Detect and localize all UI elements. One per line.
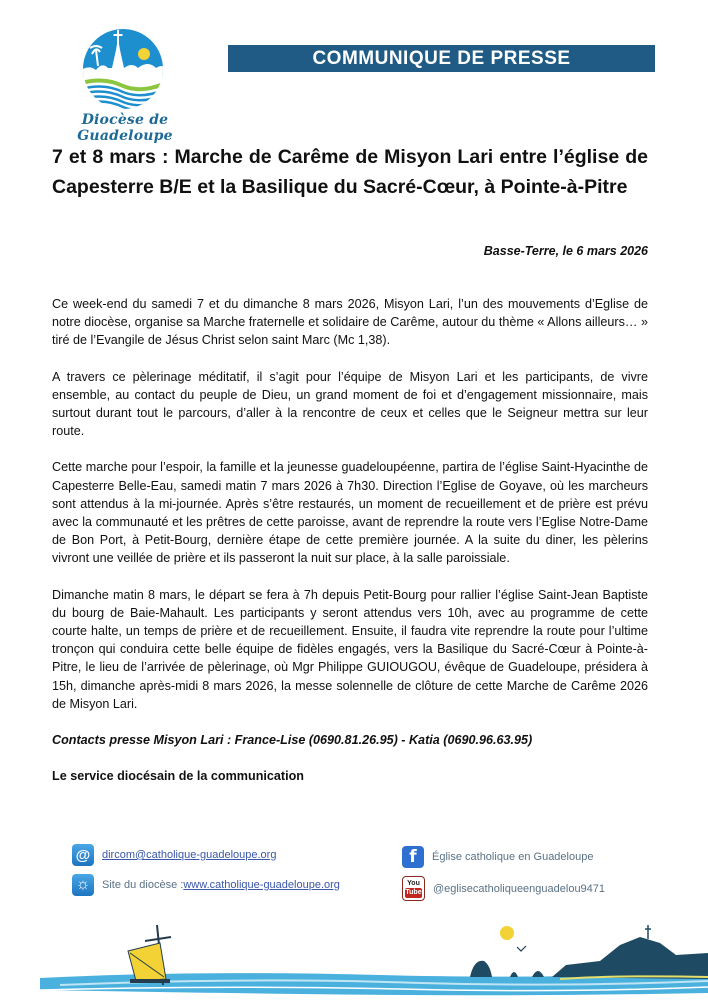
press-contacts: Contacts presse Misyon Lari : France-Lise (0690.81.26.95) - Katia (0690.96.63.95) [52,733,533,748]
site-label: Site du diocèse : [102,879,184,891]
footer-facebook[interactable] [402,846,593,868]
facebook-icon: f [402,846,424,868]
paragraph: Ce week-end du samedi 7 et du dimanche 8 mars 2026, Misyon Lari, l’un des mouvements d’Eglise de notre diocèse, organise sa Marche fraternelle et solidaire de Carême, autour du thème « Allons ailleurs… » tiré de l’Evangile de Jésus Christ selon saint Marc (Mc 1,38). [52,297,648,348]
facebook-text[interactable]: Église catholique en Guadeloupe [432,851,594,863]
sun-icon [500,926,514,940]
footer-youtube[interactable] [402,876,605,901]
paragraph: A travers ce pèlerinage méditatif, il s’agit pour l’équipe de Misyon Lari et les participants, de vivre ensemble, au contact du peuple de Dieu, un grand moment de foi et d’engagement missionnaire, mais surtout durant tout le parcours, d’aller à la rencontre de ceux et celles que le Seigneur mettra sur leur route. [52,369,648,439]
diocese-emblem-icon [78,28,168,110]
email-link[interactable]: dircom@catholique-guadeloupe.org [102,849,277,861]
site-link[interactable]: www.catholique-guadeloupe.org [183,879,340,891]
bird-icon [517,946,526,951]
youtube-icon: You Tube [402,876,425,901]
diocese-logo [40,28,210,144]
at-icon: @ [72,844,94,866]
footer-contacts [0,838,708,908]
globe-icon: ☼ [72,874,94,896]
dateline: Basse-Terre, le 6 mars 2026 [483,244,648,258]
sailboat-icon [128,925,171,985]
logo-text: Diocèse de Guadeloupe [77,112,173,144]
article-title: 7 et 8 mars : Marche de Carême de Misyon Lari entre l’église de Capesterre B/E et la Basilique du Sacré-Cœur, à Pointe-à-Pitre [52,146,648,198]
paragraph: Dimanche matin 8 mars, le départ se fera à 7h depuis Petit-Bourg pour rallier l’église Saint-Jean Baptiste du bourg de Baie-Mahault. Les participants y seront attendus vers 10h, avec au programme de cette courte halte, un temps de prière et de recueillement. Ensuite, il faudra vite reprendre la route pour l’ultime tronçon qui conduira cette belle équipe de fidèles engagés, vers la Basilique du Sacré-Cœur à Pointe-à-Pitre, le lieu de l’arrivée de pèlerinage, où Mgr Philippe GUIOUGOU, évêque de Guadeloupe, présidera à 15h, dimanche après-midi 8 mars 2026, la messe solennelle de clôture de cette Marche de Carême 2026 de Misyon Lari. [52,587,648,711]
footer-email [72,844,276,866]
article-body [52,295,648,803]
youtube-text[interactable]: @eglisecatholiqueenguadelou9471 [433,882,606,895]
press-release-banner: COMMUNIQUE DE PRESSE [228,45,655,72]
seascape-illustration [0,915,708,1000]
signature: Le service diocésain de la communication [52,769,304,784]
footer-site [72,874,340,896]
paragraph: Cette marche pour l’espoir, la famille et la jeunesse guadeloupéenne, partira de l’église Saint-Hyacinthe de Capesterre Belle-Eau, samedi matin 7 mars 2026 à 7h30. Direction l’Eglise de Goyave, où les marcheurs sont attendus à la mi-journée. Après s’être restaurés, un moment de recueillement et de prière est prévu avec la communauté et les prêtres de cette paroisse, avant de reprendre la route vers l’Eglise Notre-Dame de Bon Port, à Petit-Bourg, dernière étape de cette première journée. A la suite du diner, les pèlerins vivront une veillée de prière et ils passeront la nuit sur place, à la salle paroissiale. [52,460,648,566]
